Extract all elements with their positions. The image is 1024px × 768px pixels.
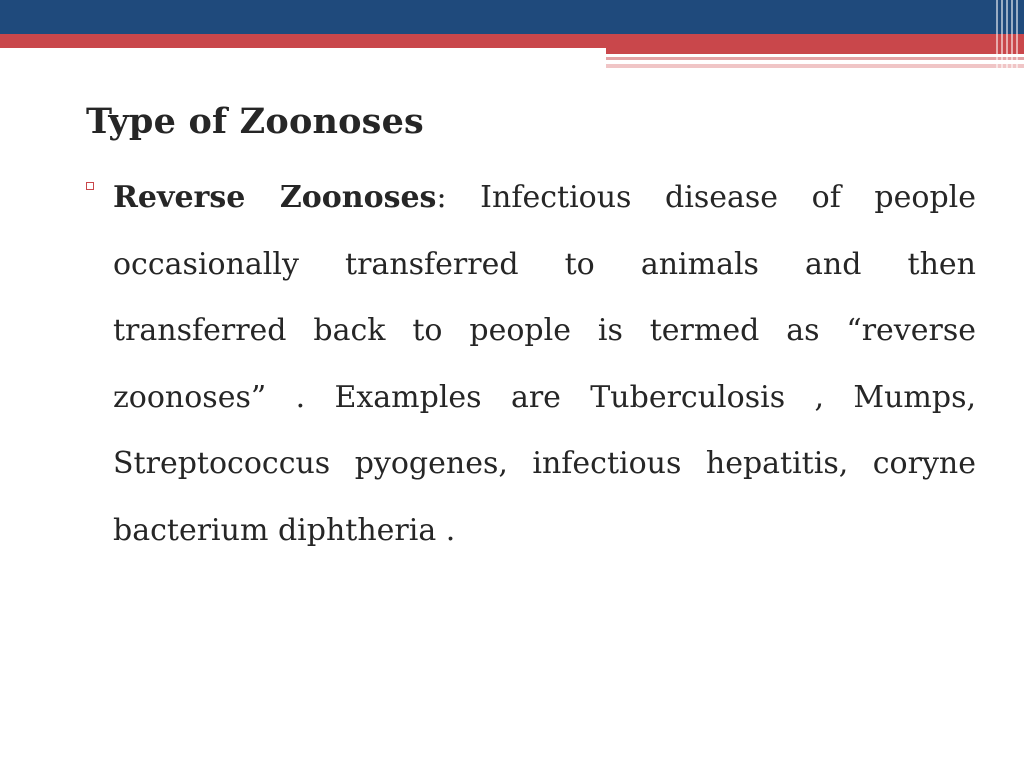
header-accent-line — [606, 64, 1024, 68]
stripe — [1016, 0, 1018, 70]
bullet-term: Reverse Zoonoses — [113, 180, 437, 215]
header-accent-line — [606, 57, 1024, 60]
stripe — [996, 0, 998, 70]
bullet-separator: : — [436, 180, 447, 215]
stripe — [1006, 0, 1008, 70]
header-band-red-thin — [606, 48, 1024, 54]
header-band-blue — [0, 0, 1024, 34]
bullet-paragraph — [113, 165, 976, 565]
stripe — [1001, 0, 1003, 70]
slide-title: Type of Zoonoses — [86, 101, 424, 142]
header-decorative-stripes — [992, 0, 1024, 70]
stripe — [1011, 0, 1013, 70]
header-band-red — [0, 34, 1024, 48]
header-divider — [0, 48, 606, 50]
bullet-text: Infectious disease of people occasionally transferred to animals and then transferred back to people is termed as “reverse zoonoses” . Examples are Tuberculosis , Mumps, Streptococcus pyogenes, infectious hepatitis, coryne bacterium diphtheria . — [113, 180, 976, 548]
square-bullet-icon — [86, 182, 94, 190]
